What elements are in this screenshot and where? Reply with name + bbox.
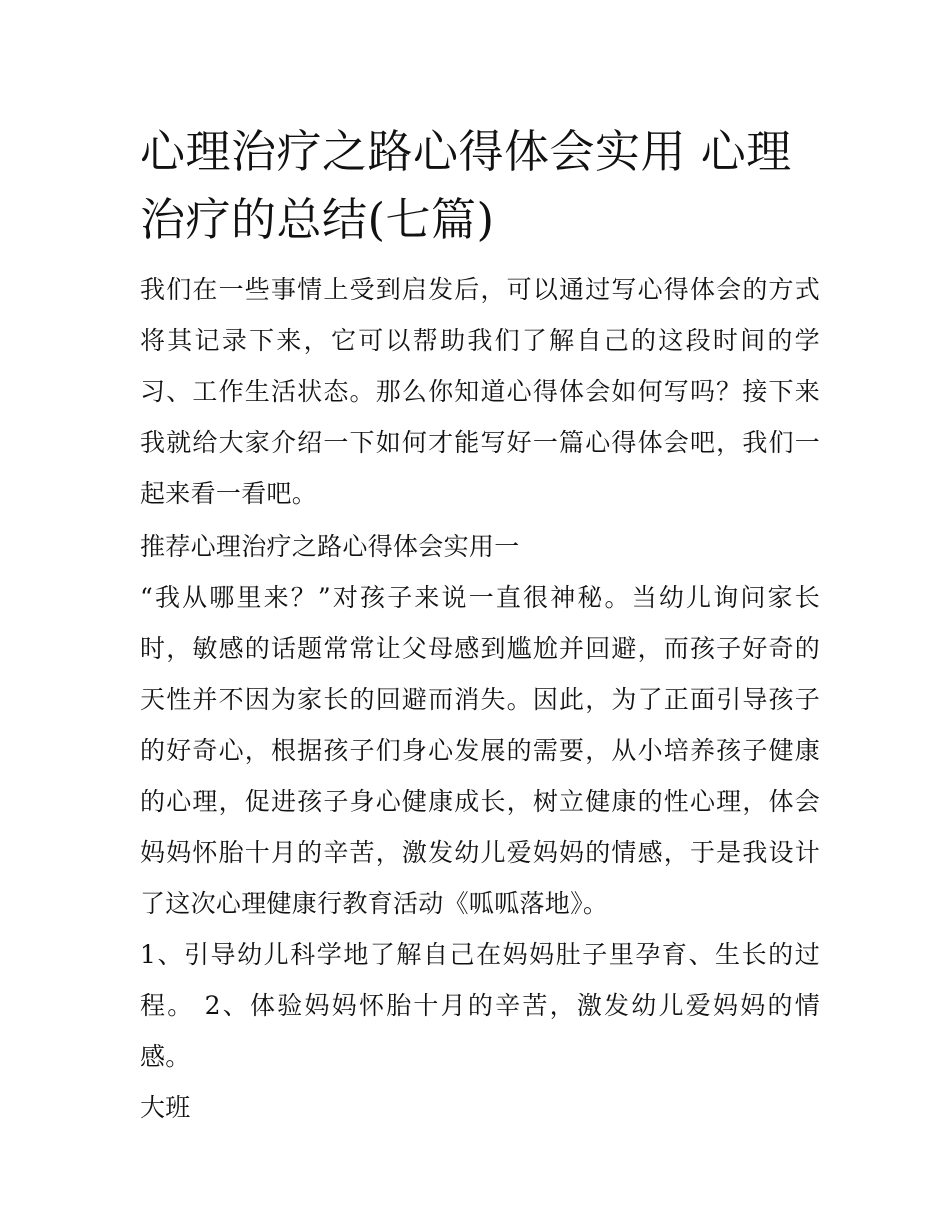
goals-paragraph: 1、引导幼儿科学地了解自己在妈妈肚子里孕育、生长的过程。 2、体验妈妈怀胎十月的辛苦，激发幼儿爱妈妈的情感。 — [140, 940, 820, 1071]
document-title: 心理治疗之路心得体会实用 心理治疗的总结(七篇) — [140, 125, 792, 246]
intro-paragraph: 我们在一些事情上受到启发后，可以通过写心得体会的方式将其记录下来，它可以帮助我们了解自己的这段时间的学习、工作生活状态。那么你知道心得体会如何写吗？接下来我就给大家介绍一下如何才能写好一篇心得体会吧，我们一起来看一看吧。 — [140, 275, 820, 508]
class-label: 大班 — [140, 1093, 191, 1122]
body-paragraph: “我从哪里来？”对孩子来说一直很神秘。当幼儿询问家长时，敏感的话题常常让父母感到尴尬并回避，而孩子好奇的天性并不因为家长的回避而消失。因此，为了正面引导孩子的好奇心，根据孩子们身心发展的需要，从小培养孩子健康的心理，促进孩子身心健康成长，树立健康的性心理，体会妈妈怀胎十月的辛苦，激发幼儿爱妈妈的情感，于是我设计了这次心理健康行教育活动《呱呱落地》。 — [140, 583, 820, 918]
section-heading: 推荐心理治疗之路心得体会实用一 — [140, 532, 520, 561]
document-content — [140, 118, 820, 1133]
